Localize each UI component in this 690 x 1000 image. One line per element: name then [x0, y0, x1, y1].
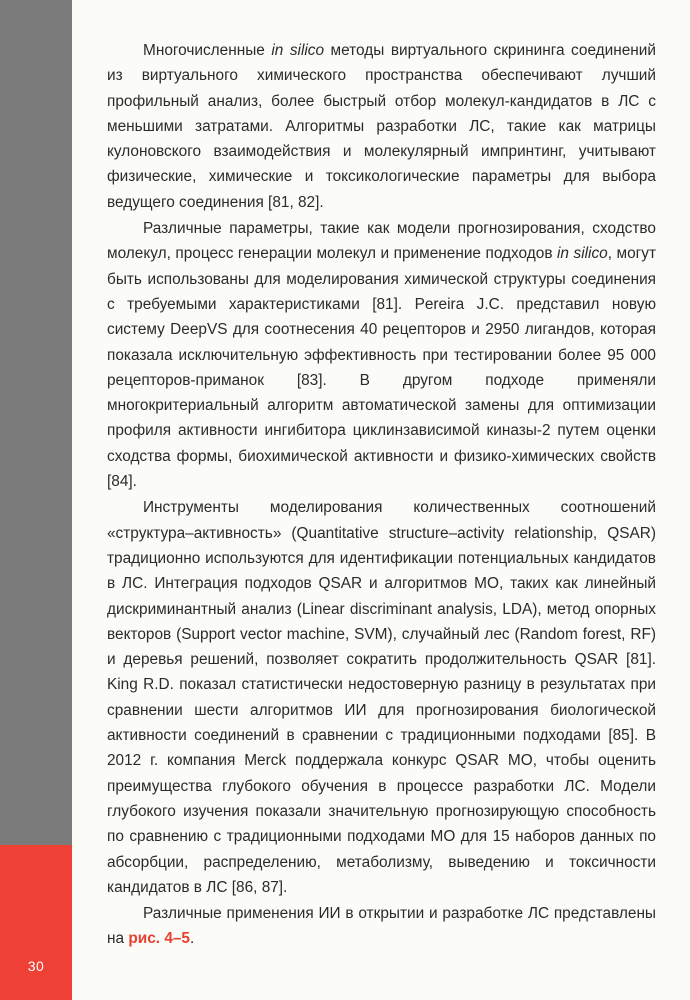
paragraph-2-text-b: , могут быть использованы для моделирования химической структуры соединения с требуемыми характеристиками [81]. Pereira J.C. представил новую систему DeepVS для соотнесения 40 рецепторов и 2950 лигандов, которая показала исключительную эффективность при тестировании более 95 000 рецепторов-приманок [83]. В другом подходе применяли многокритериальный алгоритм автоматической замены для оптимизации профиля активности ингибитора циклинзависимой киназы-2 путем оценки сходства формы, биохимической активности и физико-химических свойств [84].: [107, 245, 657, 491]
paragraph-1: [107, 38, 656, 215]
paragraph-2: [107, 216, 656, 494]
body-text: [107, 38, 656, 953]
paragraph-4-text-a: Различные применения ИИ в открытии и разработке ЛС представлены на: [107, 905, 656, 948]
paragraph-3: Инструменты моделирования количественных соотношений «структура–активность» (Quantitative structure–activity relationship, QSAR) традиционно используются для идентификации потенциальных кандидатов в ЛС. Интеграция подходов QSAR и алгоритмов МО, таких как линейный дискриминантный анализ (Linear discriminant analysis, LDA), метод опорных векторов (Support vector machine, SVM), случайный лес (Random forest, RF) и деревья решений, позволяет сократить продолжительность QSAR [81]. King R.D. показал статистически недостоверную разницу в результатах при сравнении шести алгоритмов ИИ для прогнозирования биологической активности соединений в сравнении с традиционными подходами [85]. В 2012 г. компания Merck поддержала конкурс QSAR МО, чтобы оценить преимущества глубокого обучения в процессе разработки ЛС. Модели глубокого изучения показали значительную прогнозирующую способность по сравнению с традиционными подходами МО для 15 наборов данных по абсорбции, распределению, метаболизму, выведению и токсичности кандидатов в ЛС [86, 87].: [107, 499, 656, 896]
paragraph-2-text-a: Различные параметры, такие как модели прогнозирования, сходство молекул, процесс генерации молекул и применение подходов: [107, 220, 656, 263]
figure-reference-link[interactable]: рис. 4–5: [128, 930, 190, 948]
paragraph-1-text-a: Многочисленные: [143, 42, 272, 59]
paragraph-1-italic: in silico: [271, 42, 325, 59]
paragraph-2-italic: in silico: [557, 245, 608, 263]
paragraph-1-text-b: методы виртуального скрининга соединений из виртуального химического пространства обеспечивают лучший профильный анализ, более быстрый отбор молекул-кандидатов в ЛС с меньшими затратами. Алгоритмы разработки ЛС, такие как матрицы кулоновского взаимодействия и молекулярный импринтинг, учитывают физические, химические и токсикологические параметры для выбора ведущего соединения [81, 82].: [107, 42, 657, 211]
paragraph-4-text-b: .: [190, 930, 195, 948]
page-number-tab: [0, 845, 72, 1000]
page-number: 30: [27, 958, 45, 974]
paragraph-4: [107, 901, 656, 952]
